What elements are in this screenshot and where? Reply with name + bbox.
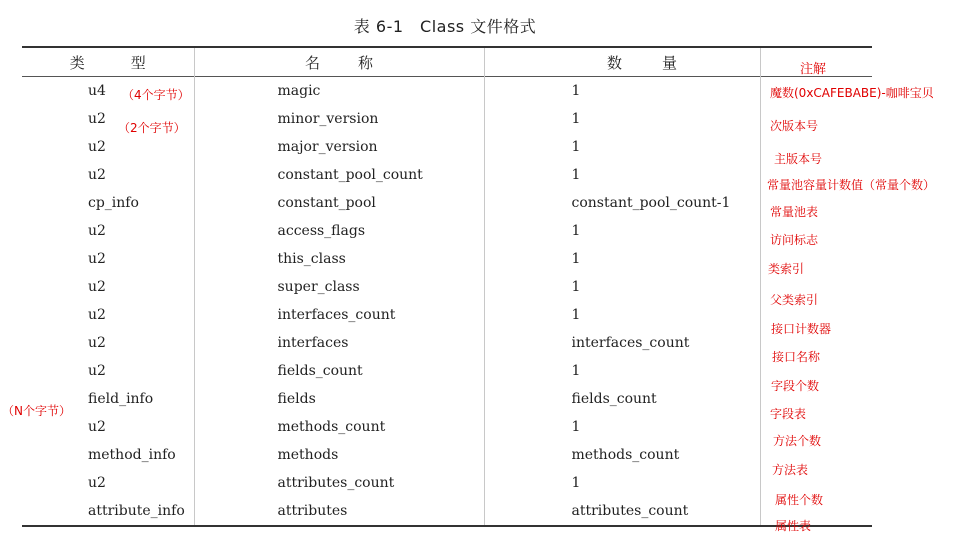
name-cell: fields bbox=[194, 385, 484, 413]
u4-bytes-annotation: （4个字节） bbox=[122, 88, 190, 102]
name-cell: this_class bbox=[194, 245, 484, 273]
row-note: 次版本号 bbox=[770, 119, 819, 133]
note-spacer-cell bbox=[760, 301, 872, 329]
name-cell: magic bbox=[194, 77, 484, 106]
header-name-char-2: 称 bbox=[358, 53, 374, 72]
type-cell: attribute_info bbox=[88, 503, 185, 519]
type-cell: u2 bbox=[88, 335, 106, 351]
table-body bbox=[22, 77, 872, 527]
note-spacer-cell bbox=[760, 441, 872, 469]
note-spacer-cell bbox=[760, 413, 872, 441]
header-notes-cell bbox=[760, 47, 872, 77]
table-row bbox=[22, 77, 872, 106]
note-spacer-cell bbox=[760, 273, 872, 301]
notes-header: 注解 bbox=[800, 62, 827, 77]
type-cell: u2 bbox=[88, 223, 106, 239]
type-cell: u2 bbox=[88, 363, 106, 379]
table-row bbox=[22, 301, 872, 329]
note-spacer-cell bbox=[760, 77, 872, 106]
name-cell: access_flags bbox=[194, 217, 484, 245]
count-cell: interfaces_count bbox=[484, 329, 760, 357]
note-spacer-cell bbox=[760, 385, 872, 413]
count-cell: 1 bbox=[484, 217, 760, 245]
count-cell: 1 bbox=[484, 77, 760, 106]
name-cell: super_class bbox=[194, 273, 484, 301]
note-spacer-cell bbox=[760, 217, 872, 245]
row-note: 接口计数器 bbox=[771, 322, 832, 336]
type-cell: cp_info bbox=[88, 195, 139, 211]
header-name bbox=[194, 47, 484, 77]
name-cell: constant_pool_count bbox=[194, 161, 484, 189]
name-cell: interfaces_count bbox=[194, 301, 484, 329]
header-row bbox=[22, 47, 872, 77]
table-row bbox=[22, 133, 872, 161]
table-row bbox=[22, 329, 872, 357]
table-row bbox=[22, 497, 872, 526]
name-cell: major_version bbox=[194, 133, 484, 161]
header-type-char-1: 类 bbox=[69, 53, 85, 72]
row-note: 方法个数 bbox=[773, 434, 822, 448]
count-cell: 1 bbox=[484, 357, 760, 385]
table-row bbox=[22, 273, 872, 301]
row-note: 父类索引 bbox=[770, 293, 819, 307]
type-cell: method_info bbox=[88, 447, 176, 463]
table-row bbox=[22, 105, 872, 133]
note-spacer-cell bbox=[760, 497, 872, 526]
row-note: 访问标志 bbox=[770, 233, 819, 247]
count-cell: 1 bbox=[484, 161, 760, 189]
type-cell: u2 bbox=[88, 139, 106, 155]
type-cell: field_info bbox=[88, 391, 154, 407]
table-row bbox=[22, 413, 872, 441]
table-row bbox=[22, 385, 872, 413]
row-note: 主版本号 bbox=[774, 152, 823, 166]
note-spacer-cell bbox=[760, 189, 872, 217]
note-spacer-cell bbox=[760, 133, 872, 161]
n-bytes-annotation: （N个字节） bbox=[2, 404, 71, 418]
count-cell: 1 bbox=[484, 105, 760, 133]
type-cell: u2 bbox=[88, 307, 106, 323]
table-title: 表 6-1 Class 文件格式 bbox=[353, 17, 537, 36]
name-cell: methods bbox=[194, 441, 484, 469]
table-row bbox=[22, 161, 872, 189]
header-type-char-2: 型 bbox=[130, 53, 146, 72]
type-cell: u2 bbox=[88, 167, 106, 183]
type-cell: u2 bbox=[88, 251, 106, 267]
header-count bbox=[484, 47, 760, 77]
class-format-table-wrapper bbox=[22, 46, 872, 527]
table-row bbox=[22, 357, 872, 385]
row-note: 常量池表 bbox=[770, 205, 819, 219]
count-cell: attributes_count bbox=[484, 497, 760, 526]
note-spacer-cell bbox=[760, 469, 872, 497]
row-note: 字段个数 bbox=[771, 379, 820, 393]
table-row bbox=[22, 245, 872, 273]
count-cell: 1 bbox=[484, 469, 760, 497]
note-spacer-cell bbox=[760, 357, 872, 385]
row-note: 魔数(0xCAFEBABE)-咖啡宝贝 bbox=[770, 86, 934, 100]
name-cell: minor_version bbox=[194, 105, 484, 133]
row-note: 字段表 bbox=[770, 407, 807, 421]
row-note: 属性表 bbox=[775, 519, 812, 533]
row-note: 属性个数 bbox=[775, 493, 824, 507]
name-cell: attributes_count bbox=[194, 469, 484, 497]
row-note: 接口名称 bbox=[772, 350, 821, 364]
header-count-char-1: 数 bbox=[606, 53, 622, 72]
table-row bbox=[22, 189, 872, 217]
name-cell: attributes bbox=[194, 497, 484, 526]
name-cell: constant_pool bbox=[194, 189, 484, 217]
row-note: 类索引 bbox=[768, 262, 805, 276]
name-cell: methods_count bbox=[194, 413, 484, 441]
type-cell: u2 bbox=[88, 475, 106, 491]
count-cell: constant_pool_count-1 bbox=[484, 189, 760, 217]
note-spacer-cell bbox=[760, 329, 872, 357]
header-count-char-2: 量 bbox=[662, 53, 678, 72]
note-spacer-cell bbox=[760, 245, 872, 273]
row-note: 常量池容量计数值（常量个数） bbox=[767, 178, 936, 192]
type-cell: u2 bbox=[88, 111, 106, 127]
note-spacer-cell bbox=[760, 161, 872, 189]
name-cell: fields_count bbox=[194, 357, 484, 385]
count-cell: 1 bbox=[484, 273, 760, 301]
type-cell: u2 bbox=[88, 279, 106, 295]
name-cell: interfaces bbox=[194, 329, 484, 357]
type-cell: u4 bbox=[88, 83, 106, 99]
count-cell: 1 bbox=[484, 133, 760, 161]
count-cell: 1 bbox=[484, 245, 760, 273]
table-row bbox=[22, 217, 872, 245]
count-cell: 1 bbox=[484, 301, 760, 329]
row-note: 方法表 bbox=[772, 463, 809, 477]
count-cell: 1 bbox=[484, 413, 760, 441]
class-format-table bbox=[22, 46, 872, 527]
table-row bbox=[22, 441, 872, 469]
count-cell: fields_count bbox=[484, 385, 760, 413]
type-cell: u2 bbox=[88, 419, 106, 435]
u2-bytes-annotation: （2个字节） bbox=[118, 121, 186, 135]
header-name-char-1: 名 bbox=[304, 53, 320, 72]
header-type bbox=[22, 47, 194, 77]
table-row bbox=[22, 469, 872, 497]
note-spacer-cell bbox=[760, 105, 872, 133]
count-cell: methods_count bbox=[484, 441, 760, 469]
